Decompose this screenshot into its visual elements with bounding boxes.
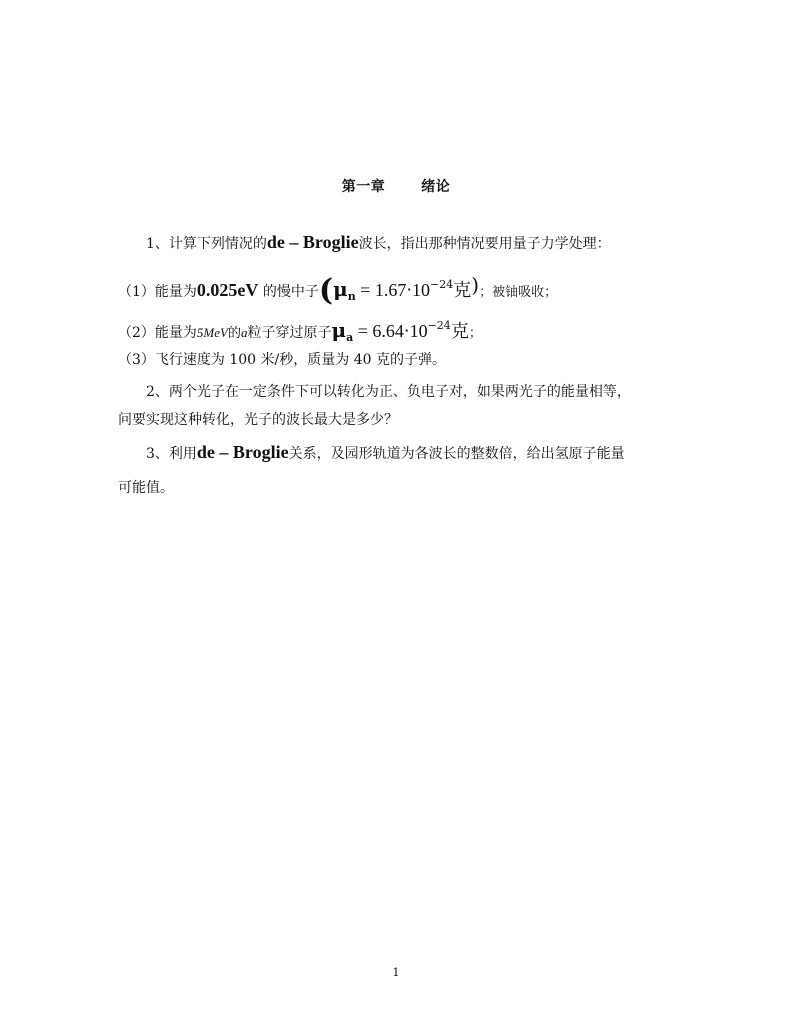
q2-line1: 2、两个光子在一定条件下可以转化为正、负电子对，如果两光子的能量相等， — [146, 384, 631, 400]
q1b-unit: 克 — [450, 321, 469, 341]
page-number: 1 — [392, 966, 400, 979]
q3-line2: 可能值。 — [118, 480, 174, 496]
q1b-rest: ； — [468, 326, 482, 341]
question-1 — [146, 232, 611, 254]
q1b-equation: = 6.64⋅10 — [357, 321, 428, 341]
q1-debroglie: de – Broglie — [266, 232, 359, 252]
q1a-middle: 的慢中子 — [262, 284, 319, 300]
right-paren: ) — [471, 273, 480, 297]
q3-debroglie: de – Broglie — [196, 442, 289, 462]
left-paren: ( — [318, 273, 334, 308]
q1b-middle: 粒子穿过原子 — [247, 325, 332, 341]
q2-line2: 问要实现这种转化，光子的波长最大是多少？ — [118, 412, 398, 428]
q1a-mu: μ — [333, 277, 348, 301]
q1a-energy: 0.025eV — [196, 280, 259, 300]
question-1-part-3 — [118, 350, 446, 370]
q1a-exponent: −24 — [430, 278, 454, 291]
q3-number: 3、利用 — [146, 446, 197, 462]
question-1-part-2 — [118, 316, 482, 348]
question-2-line-1 — [146, 382, 631, 402]
q1a-equation: = 1.67⋅10 — [360, 280, 431, 300]
chapter-title — [0, 176, 792, 196]
question-2-line-2 — [118, 410, 398, 430]
chapter-number: 第一章 — [341, 179, 386, 195]
q3-text: 关系，及园形轨道为各波长的整数倍，给出氢原子能量 — [288, 446, 625, 462]
q1b-de: 的 — [227, 326, 241, 341]
q1-number: 1、计算下列情况的 — [146, 236, 267, 252]
q1a-label: （1）能量为 — [118, 284, 197, 300]
q1b-exponent: −24 — [427, 319, 451, 332]
q1b-alpha: a — [240, 325, 248, 340]
chapter-name: 绪论 — [421, 179, 451, 195]
q1b-energy: 5MeV — [196, 325, 228, 340]
question-3-line-1 — [146, 442, 625, 464]
q1b-mu: μ — [331, 318, 347, 342]
q1c-text: （3）飞行速度为 100 米/秒，质量为 40 克的子弹。 — [118, 352, 446, 368]
question-1-part-1 — [118, 275, 557, 307]
q1a-unit: 克 — [453, 280, 472, 300]
q1b-label: （2）能量为 — [118, 325, 197, 341]
q1a-rest: ；被铀吸收； — [479, 285, 558, 300]
q1a-mu-sub: n — [347, 290, 356, 303]
q1-text: 波长，指出那种情况要用量子力学处理： — [358, 236, 611, 252]
question-3-line-2 — [118, 478, 174, 498]
q1b-mu-sub: a — [346, 331, 354, 344]
